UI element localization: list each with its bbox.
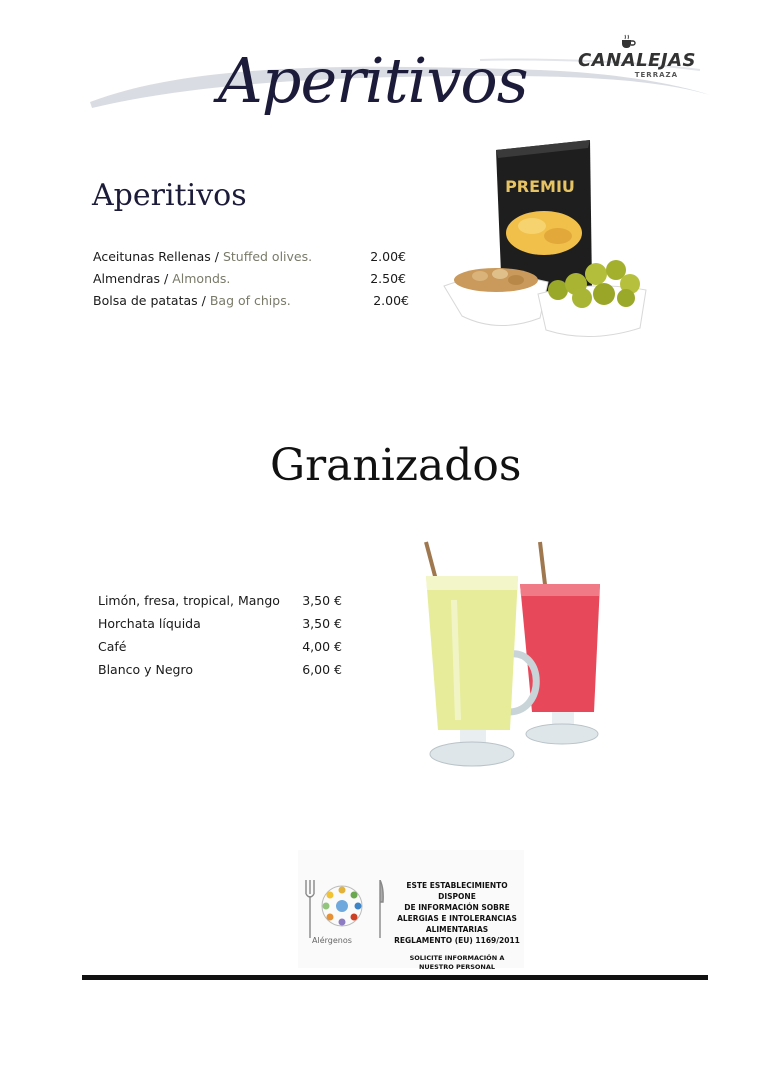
allergen-line-2: DE INFORMACIÓN SOBRE xyxy=(404,903,510,912)
section-title-granizados: Granizados xyxy=(270,440,522,491)
allergen-line-4: ALIMENTARIAS xyxy=(425,925,489,934)
menu-item-cafe: Café xyxy=(98,639,127,654)
chips-bag-label: PREMIU xyxy=(505,177,575,196)
section-title-aperitivos: Aperitivos xyxy=(92,178,247,213)
coffee-cup-icon xyxy=(620,34,636,50)
item-name-es: Almendras / xyxy=(93,271,173,286)
knife-icon xyxy=(376,880,384,938)
allergen-line-5: REGLAMENTO (EU) 1169/2011 xyxy=(394,936,520,945)
menu-item-patatas xyxy=(93,293,291,308)
allergen-line-3: ALERGIAS E INTOLERANCIAS xyxy=(397,914,517,923)
fork-icon xyxy=(304,880,316,938)
item-price: 3,50 € xyxy=(302,616,342,631)
item-price: 6,00 € xyxy=(302,662,342,677)
item-name-es: Bolsa de patatas / xyxy=(93,293,210,308)
snacks-photo xyxy=(440,138,652,346)
allergen-line-1: ESTE ESTABLECIMIENTO DISPONE xyxy=(406,881,508,901)
canalejas-logo xyxy=(578,34,696,82)
menu-item-horchata: Horchata líquida xyxy=(98,616,201,631)
item-price: 2.00€ xyxy=(373,293,409,308)
item-name-en: Bag of chips. xyxy=(209,293,291,308)
menu-item-almendras xyxy=(93,271,230,286)
granizados-photo xyxy=(414,540,610,772)
allergen-line-7: NUESTRO PERSONAL xyxy=(418,963,496,971)
allergen-notice xyxy=(298,850,524,971)
menu-item-blanco-negro: Blanco y Negro xyxy=(98,662,193,677)
allergen-label: Alérgenos xyxy=(312,936,352,945)
menu-item-granizado-frutas: Limón, fresa, tropical, Mango xyxy=(98,593,280,608)
item-name-en: Almonds. xyxy=(172,271,231,286)
item-price: 2.00€ xyxy=(370,249,406,264)
logo-sub-text: TERRAZA xyxy=(634,71,678,79)
item-name-es: Aceitunas Rellenas / xyxy=(93,249,223,264)
allergen-line-6: SOLICITE INFORMACIÓN A xyxy=(409,954,505,962)
allergen-wheel-icon xyxy=(320,884,364,928)
item-price: 2.50€ xyxy=(370,271,406,286)
item-price: 4,00 € xyxy=(302,639,342,654)
menu-item-aceitunas xyxy=(93,249,312,264)
logo-brand-text: CANALEJAS xyxy=(578,50,696,71)
bottom-divider xyxy=(82,975,708,980)
item-price: 3,50 € xyxy=(302,593,342,608)
item-name-en: Stuffed olives. xyxy=(222,249,313,264)
page-title: Aperitivos xyxy=(218,44,528,117)
